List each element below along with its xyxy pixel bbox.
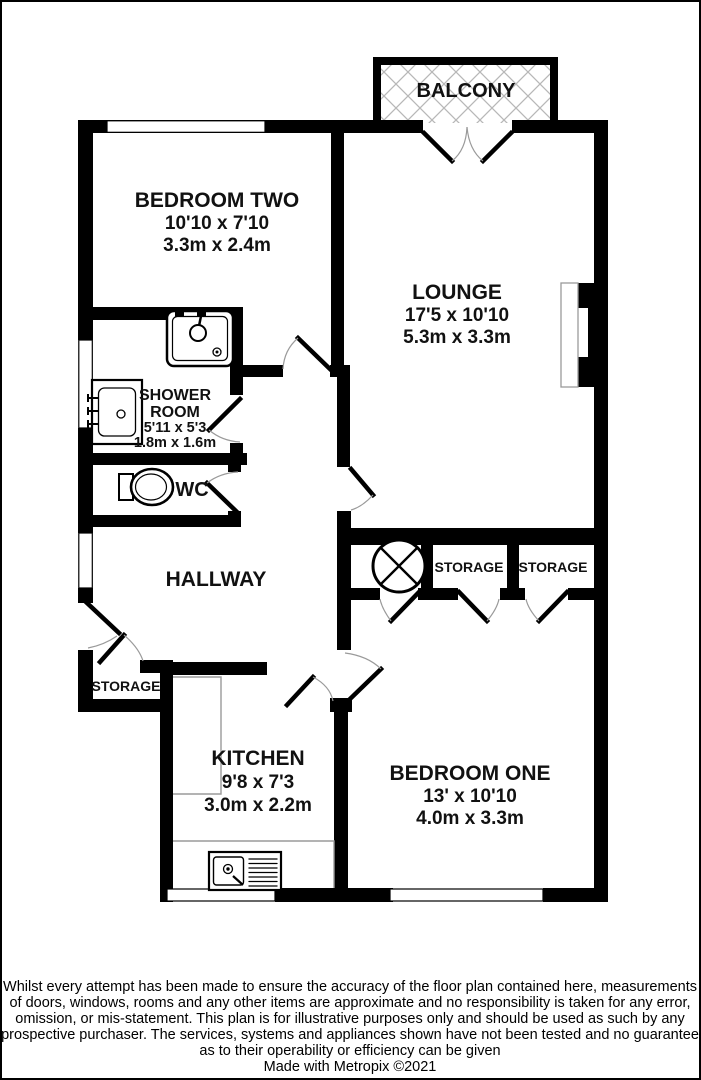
bedroom-one-window: [390, 889, 543, 901]
hallway-window: [79, 533, 93, 588]
storage-left-door: [459, 592, 499, 621]
kitchen-counter-line: [173, 677, 221, 794]
disclaimer-line: as to their operability or efficiency can be given: [199, 1043, 501, 1059]
balcony-label: BALCONY: [416, 80, 516, 102]
balcony-door: [424, 127, 511, 161]
shower-room-label-line1: SHOWER: [139, 387, 211, 404]
bedroom-one-door: [345, 653, 381, 699]
storage-right-door: [526, 592, 567, 621]
wc-label: WC: [175, 479, 209, 501]
credit-line: Made with Metropix ©2021: [263, 1059, 437, 1075]
lounge-metric: 5.3m x 3.3m: [403, 327, 511, 348]
storage-right-label: STORAGE: [518, 559, 588, 575]
kitchen-sink-icon: [209, 852, 281, 890]
fireplace-icon: [561, 283, 608, 387]
water-cylinder-icon: [373, 540, 425, 592]
toilet-icon: [119, 469, 173, 505]
bedroom-one-label: BEDROOM ONE: [389, 762, 551, 785]
disclaimer-line: Whilst every attempt has been made to ensure the accuracy of the floor plan contained here, measurements: [3, 979, 697, 995]
shower-tray-icon: [167, 309, 233, 366]
disclaimer: [1, 979, 699, 1075]
bedroom-two-window: [107, 121, 265, 133]
shower-room-label-line2: ROOM: [150, 404, 200, 421]
hallway-storage-door: [100, 635, 143, 662]
storage-left-label: STORAGE: [434, 559, 504, 575]
disclaimer-line: omission, or mis-statement. This plan is for illustrative purposes only and should be used as such by any: [15, 1011, 685, 1027]
lounge-door: [351, 469, 373, 510]
disclaimer-line: of doors, windows, rooms and any other items are approximate and no responsibility is taken for any error,: [9, 995, 691, 1011]
kitchen-metric: 3.0m x 2.2m: [204, 795, 312, 816]
entry-door: [86, 602, 119, 648]
hallway-storage-label: STORAGE: [91, 678, 161, 694]
lounge-imperial: 17'5 x 10'10: [404, 305, 510, 326]
lounge-label: LOUNGE: [412, 281, 502, 304]
cylinder-cupboard-door: [380, 592, 419, 621]
kitchen-label: KITCHEN: [211, 747, 305, 770]
bedroom-one-imperial: 13' x 10'10: [423, 786, 517, 807]
hallway-label: HALLWAY: [165, 568, 267, 591]
kitchen-door: [287, 677, 333, 705]
bedroom-two-imperial: 10'10 x 7'10: [164, 213, 270, 234]
bedroom-one-metric: 4.0m x 3.3m: [416, 808, 524, 829]
wc-door: [207, 472, 238, 513]
shower-room-window: [79, 340, 93, 428]
shower-room-metric: 1.8m x 1.6m: [133, 435, 217, 451]
shower-room-imperial: 5'11 x 5'3: [143, 420, 207, 436]
bedroom-two-door: [283, 338, 330, 369]
disclaimer-line: prospective purchaser. The services, systems and appliances shown have not been tested and no guarantee: [1, 1027, 699, 1043]
bedroom-two-metric: 3.3m x 2.4m: [163, 235, 271, 256]
kitchen-imperial: 9'8 x 7'3: [221, 772, 295, 793]
bedroom-two-label: BEDROOM TWO: [134, 189, 300, 212]
